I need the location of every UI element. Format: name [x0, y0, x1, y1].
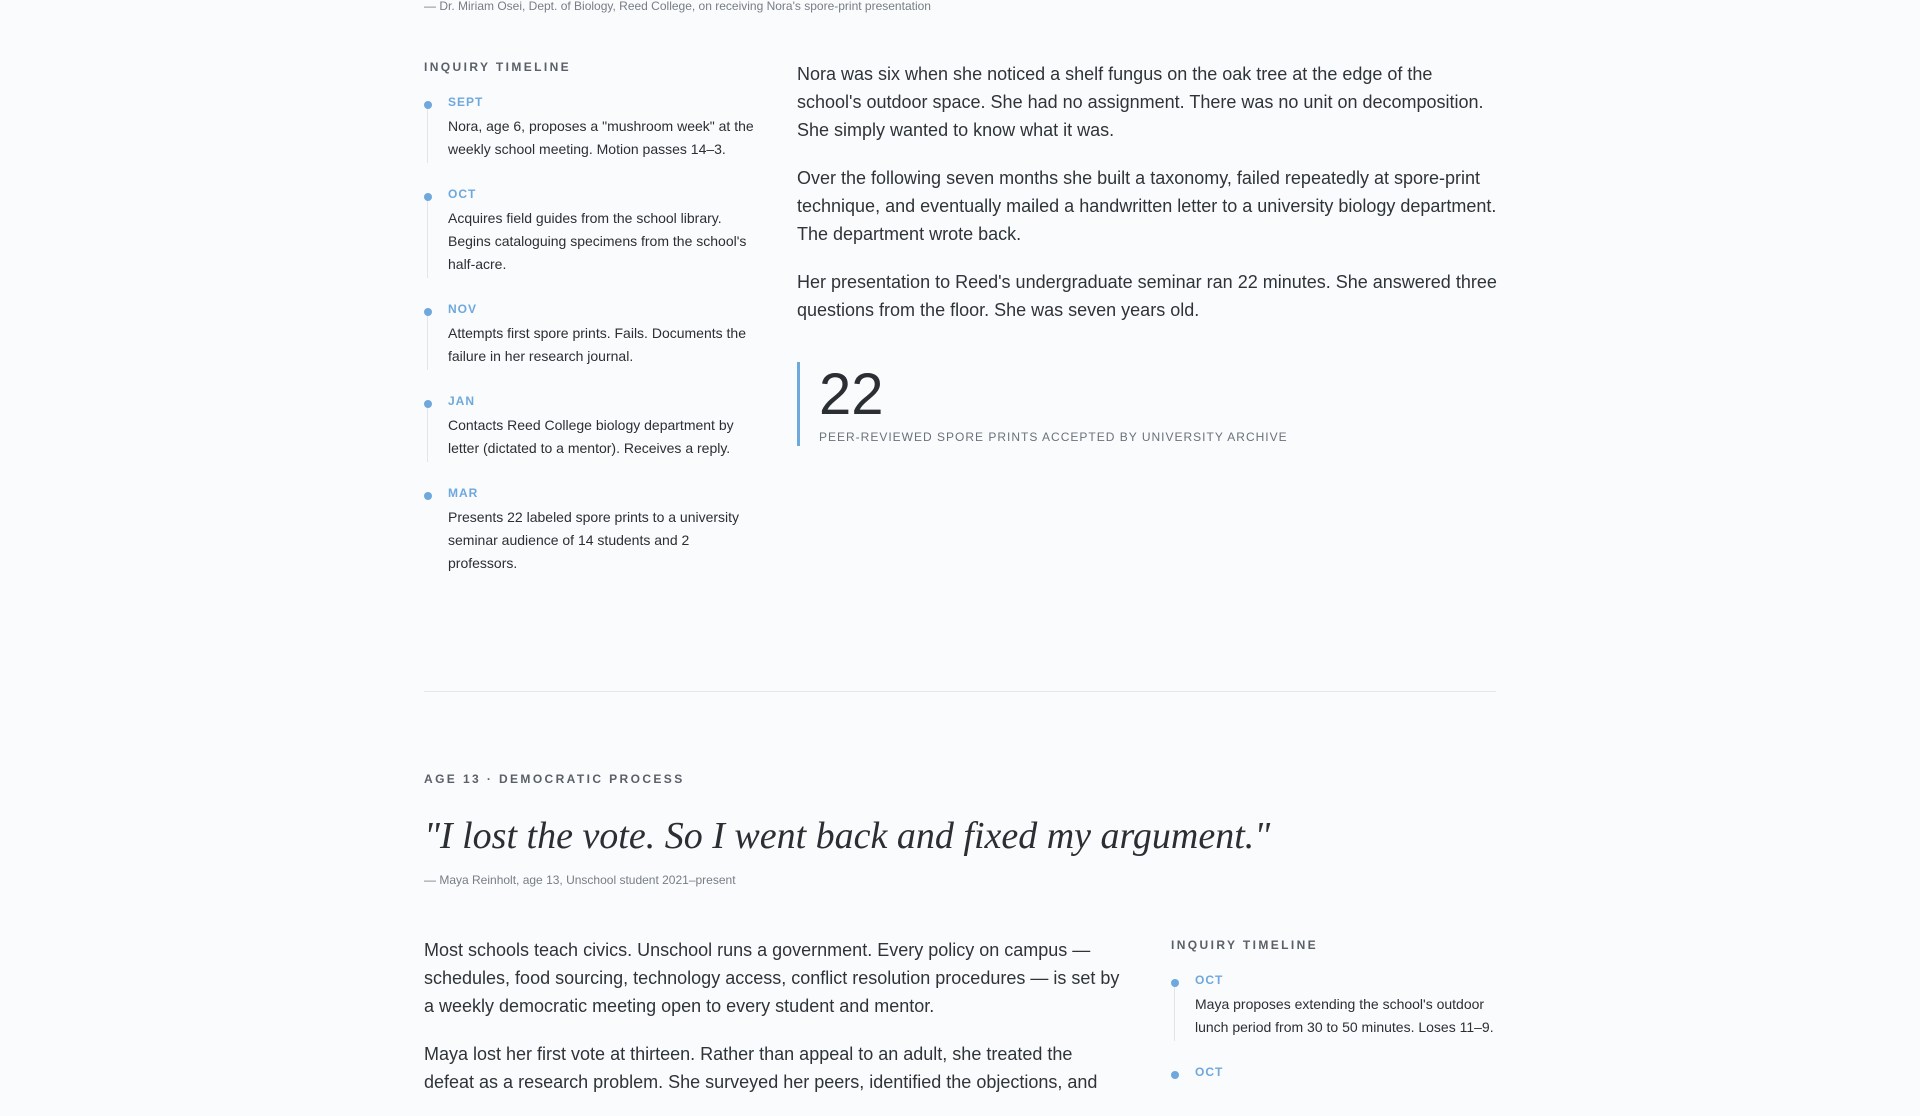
timeline-text: Contacts Reed College biology department by letter (dictated to a mentor). Receives a reply. — [448, 417, 734, 456]
timeline-dot-icon — [1171, 1071, 1179, 1079]
timeline-heading: INQUIRY TIMELINE — [424, 60, 572, 74]
timeline-item — [424, 486, 754, 575]
timeline-text: Nora, age 6, proposes a "mushroom week" at the weekly school meeting. Motion passes 14–3. — [448, 118, 754, 157]
timeline-item — [1171, 1065, 1501, 1079]
quote-attribution: — Dr. Miriam Osei, Dept. of Biology, Reed College, on receiving Nora's spore-print presentation — [424, 0, 931, 13]
timeline-connector — [427, 408, 428, 462]
timeline-dot-icon — [424, 308, 432, 316]
timeline-text: Attempts first spore prints. Fails. Documents the failure in her research journal. — [448, 325, 746, 364]
timeline-connector — [427, 316, 428, 370]
story-paragraph: Over the following seven months she built a taxonomy, failed repeatedly at spore-print technique, and eventually mailed a handwritten letter to a university biology department. The department wrote back. — [797, 168, 1497, 244]
timeline-month: NOV — [448, 302, 478, 316]
timeline-month: OCT — [1195, 1065, 1224, 1079]
timeline-dot-icon — [424, 101, 432, 109]
timeline-text: Presents 22 labeled spore prints to a university seminar audience of 14 students and 2 professors. — [448, 509, 740, 571]
timeline-connector — [427, 109, 428, 163]
timeline-dot-icon — [424, 193, 432, 201]
timeline-heading: INQUIRY TIMELINE — [1171, 938, 1319, 952]
timeline-month: OCT — [448, 187, 477, 201]
stat-callout — [797, 362, 1497, 446]
timeline-text: Acquires field guides from the school library. Begins cataloguing specimens from the school's half-acre. — [448, 210, 747, 272]
timeline-list — [1171, 973, 1501, 1079]
timeline-item — [424, 394, 754, 460]
timeline-connector — [1174, 987, 1175, 1041]
timeline-item — [1171, 973, 1501, 1039]
timeline-dot-icon — [1171, 979, 1179, 987]
story-body — [797, 60, 1497, 446]
timeline-dot-icon — [424, 492, 432, 500]
pull-quote: "I lost the vote. So I went back and fixed my argument." — [424, 815, 1271, 857]
section-divider — [424, 691, 1496, 692]
section-label: AGE 13 · DEMOCRATIC PROCESS — [424, 772, 685, 786]
timeline-month: SEPT — [448, 95, 484, 109]
timeline-month: JAN — [448, 394, 476, 408]
story-prose — [797, 60, 1497, 324]
story-paragraph: Maya lost her first vote at thirteen. Rather than appeal to an adult, she treated the defeat as a research problem. She surveyed her peers, identified the objections, and — [424, 1044, 1098, 1092]
timeline-item — [424, 302, 754, 368]
inquiry-timeline — [424, 60, 754, 601]
timeline-month: OCT — [1195, 973, 1224, 987]
timeline-month: MAR — [448, 486, 479, 500]
story-paragraph: Most schools teach civics. Unschool runs a government. Every policy on campus — schedules, food sourcing, technology access, conflict resolution procedures — is set by a weekly democratic meeting open to every student and mentor. — [424, 940, 1120, 1016]
quote-attribution: — Maya Reinholt, age 13, Unschool student 2021–present — [424, 873, 736, 887]
timeline-text: Maya proposes extending the school's outdoor lunch period from 30 to 50 minutes. Loses 11–9. — [1195, 996, 1494, 1035]
timeline-connector — [427, 201, 428, 278]
story-paragraph: Her presentation to Reed's undergraduate seminar ran 22 minutes. She answered three questions from the floor. She was seven years old. — [797, 272, 1497, 320]
timeline-list — [424, 95, 754, 575]
story-paragraph: Nora was six when she noticed a shelf fungus on the oak tree at the edge of the school's outdoor space. She had no assignment. There was no unit on decomposition. She simply wanted to know what it was. — [797, 64, 1484, 140]
timeline-dot-icon — [424, 400, 432, 408]
stat-caption: PEER-REVIEWED SPORE PRINTS ACCEPTED BY UNIVERSITY ARCHIVE — [819, 430, 1288, 444]
timeline-item — [424, 187, 754, 276]
stat-number: 22 — [819, 362, 884, 427]
story-body — [424, 936, 1124, 1116]
timeline-item — [424, 95, 754, 161]
